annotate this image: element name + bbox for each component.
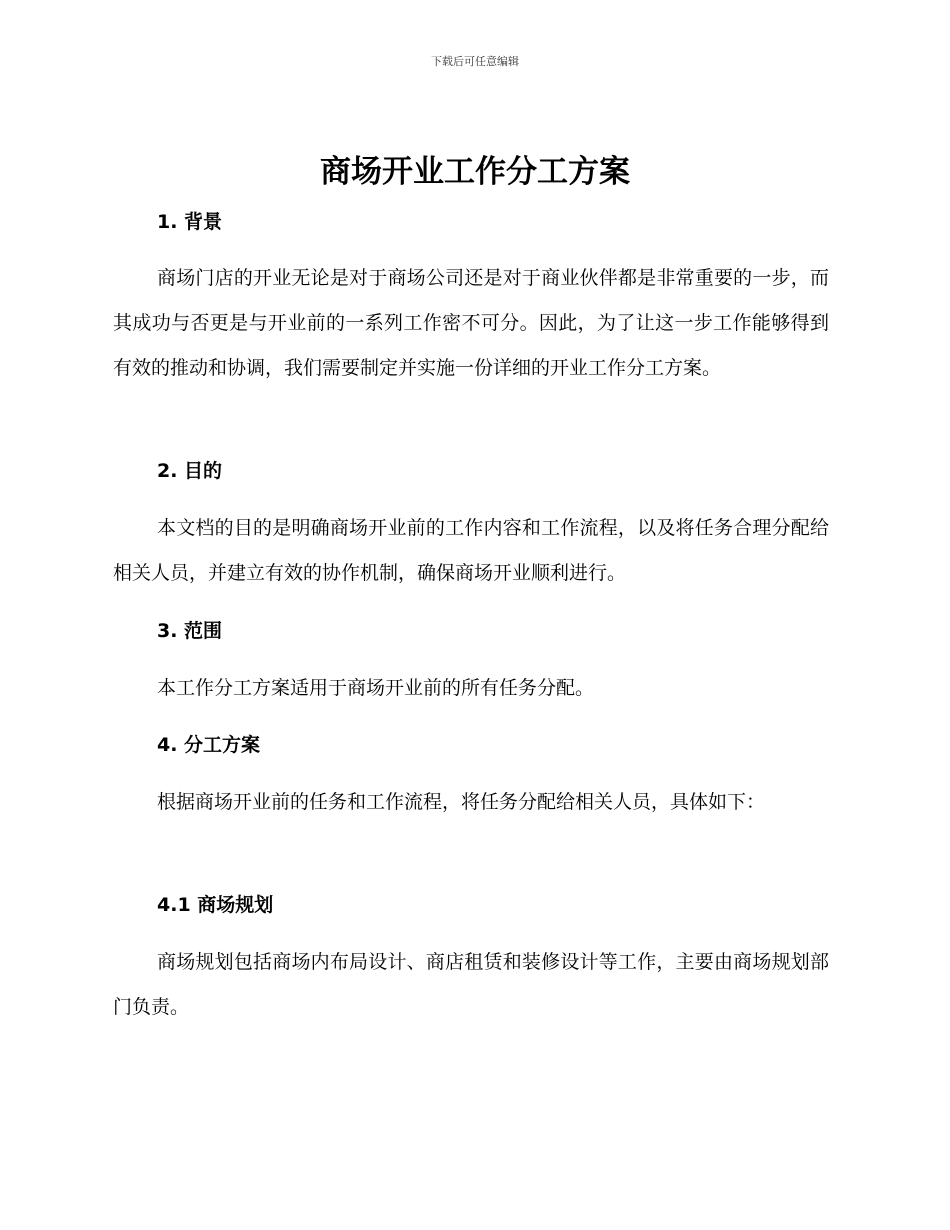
section-body-scope: 本工作分工方案适用于商场开业前的所有任务分配。 xyxy=(157,677,595,699)
section-heading-purpose: 2. 目的 xyxy=(157,460,223,482)
section-heading-mall-planning: 4.1 商场规划 xyxy=(157,894,274,916)
section-body-purpose: 本文档的目的是明确商场开业前的工作内容和工作流程，以及将任务合理分配给相关人员，并建立有效的协作机制，确保商场开业顺利进行。 xyxy=(113,517,829,584)
section-heading-division-plan: 4. 分工方案 xyxy=(157,734,261,756)
document-title: 商场开业工作分工方案 xyxy=(320,154,630,190)
section-body-background: 商场门店的开业无论是对于商场公司还是对于商业伙伴都是非常重要的一步，而其成功与否更是与开业前的一系列工作密不可分。因此，为了让这一步工作能够得到有效的推动和协调，我们需要制定并实施一份详细的开业工作分工方案。 xyxy=(113,267,829,379)
section-body-mall-planning: 商场规划包括商场内布局设计、商店租赁和装修设计等工作，主要由商场规划部门负责。 xyxy=(113,951,829,1018)
section-heading-background: 1. 背景 xyxy=(157,211,223,233)
section-heading-scope: 3. 范围 xyxy=(157,620,223,642)
header-note: 下载后可任意编辑 xyxy=(431,55,519,68)
section-body-division-plan: 根据商场开业前的任务和工作流程，将任务分配给相关人员，具体如下： xyxy=(157,791,766,813)
